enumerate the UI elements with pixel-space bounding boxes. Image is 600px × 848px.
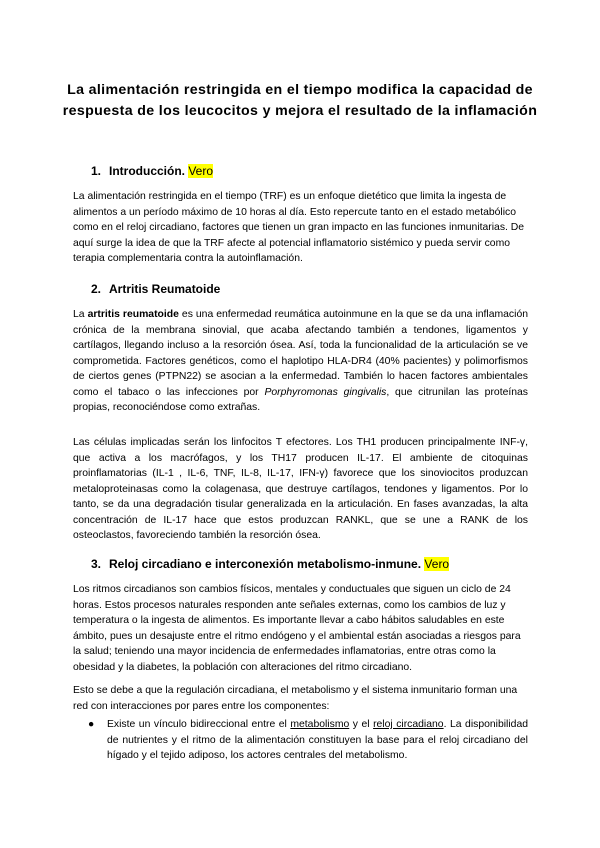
section-heading-1	[91, 163, 213, 179]
bullet-list	[73, 717, 528, 764]
underlined-term: metabolismo	[290, 719, 350, 730]
highlight-tag: Vero	[424, 557, 450, 571]
paragraph-artritis	[73, 307, 528, 416]
text-run: es una enfermedad reumática autoinmune en la que se da una inflamación crónica de la membrana sinovial, que acaba afectando también a tendones, ligamentos y cartílagos, llegando incluso a la resorción ósea. Así, toda la funcionalidad de la articulación se ve comprometida. Factores genéticos, como el haplotipo HLA-DR4 (40% pacientes) y polimorfismos de ciertos genes (PTPN22) se asocian a la enfermedad. También lo hacen factores ambientales como el tabaco o las infecciones por	[73, 309, 528, 398]
section-number: 3.	[91, 557, 102, 571]
section-title: Reloj circadiano e interconexión metabolismo-inmune.	[109, 557, 422, 571]
underlined-term: reloj circadiano	[373, 719, 444, 730]
bold-term: artritis reumatoide	[87, 309, 179, 320]
paragraph-celulas: Las células implicadas serán los linfocitos T efectores. Los TH1 producen principalmente INF-γ, que activa a los macrófagos, y los TH17 producen IL-17. El ambiente de citoquinas proinflamatorias (IL-1 , IL-6, TNF, IL-8, IL-17, IFN-γ) favorece que los sinoviocitos produzcan metaloproteinasas como la colagenasa, que destruye cartílagos, tendones y ligamentos. Por lo tanto, se da una degradación tisular generalizada en la articulación. En fases avanzadas, la alta concentración de IL-17 hace que estos produzcan RANKL, que se une a RANK de los osteoclastos, favoreciendo también la resorción ósea.	[73, 437, 528, 541]
text-run: Existe un vínculo bidireccional entre el	[107, 719, 291, 730]
text-run: La	[73, 309, 88, 320]
text-run: y el	[349, 719, 374, 730]
document-title: La alimentación restringida en el tiempo modifica la capacidad de respuesta de los leucocitos y mejora el resultado de la inflamación	[62, 82, 538, 119]
section-title: Introducción.	[109, 164, 185, 178]
paragraph-regulacion: Esto se debe a que la regulación circadiana, el metabolismo y el sistema inmunitario forman una red con interacciones por pares entre los componentes:	[73, 685, 518, 712]
highlight-tag: Vero	[188, 164, 214, 178]
list-item	[73, 717, 528, 764]
section-number: 2.	[91, 282, 102, 296]
section-number: 1.	[91, 164, 102, 178]
text-run: , que citrunilan las proteínas propias, reconociéndose como extrañas.	[73, 386, 528, 413]
text-run: . La disponibilidad de nutrientes y el ritmo de la alimentación constituyen la base para el reloj circadiano del hígado y el tejido adiposo, los actores centrales del metabolismo.	[107, 719, 529, 761]
section-heading-2	[91, 281, 220, 297]
paragraph-intro: La alimentación restringida en el tiempo (TRF) es un enfoque dietético que limita la ingesta de alimentos a un período máximo de 10 horas al día. Esto repercute tanto en el estado metabólico como en el reloj circadiano, factores que tienen un gran impacto en las funciones inmunitarias. De aquí surge la idea de que la TRF afecte al potencial inflamatorio sistémico y pueda servir como terapia complementaria contra la autoinflamación.	[73, 191, 525, 264]
section-title: Artritis Reumatoide	[109, 282, 221, 296]
section-heading-3	[91, 556, 449, 572]
italic-species: Porphyromonas gingivalis	[264, 386, 387, 398]
paragraph-ritmos: Los ritmos circadianos son cambios físicos, mentales y conductuales que siguen un ciclo de 24 horas. Estos procesos naturales responden ante señales externas, como los cambios de luz y temperatura o la ingesta de alimentos. Es importante llevar a cabo hábitos saludables en este ámbito, pues un desajuste entre el ritmo endógeno y el ambiental están asociadas a riesgos para la salud; teniendo una mayor incidencia de enfermedades inflamatorias, entre otras como la obesidad y la diabetes, la población con alteraciones del ritmo circadiano.	[73, 584, 521, 673]
bullet-icon: ●	[88, 719, 95, 730]
